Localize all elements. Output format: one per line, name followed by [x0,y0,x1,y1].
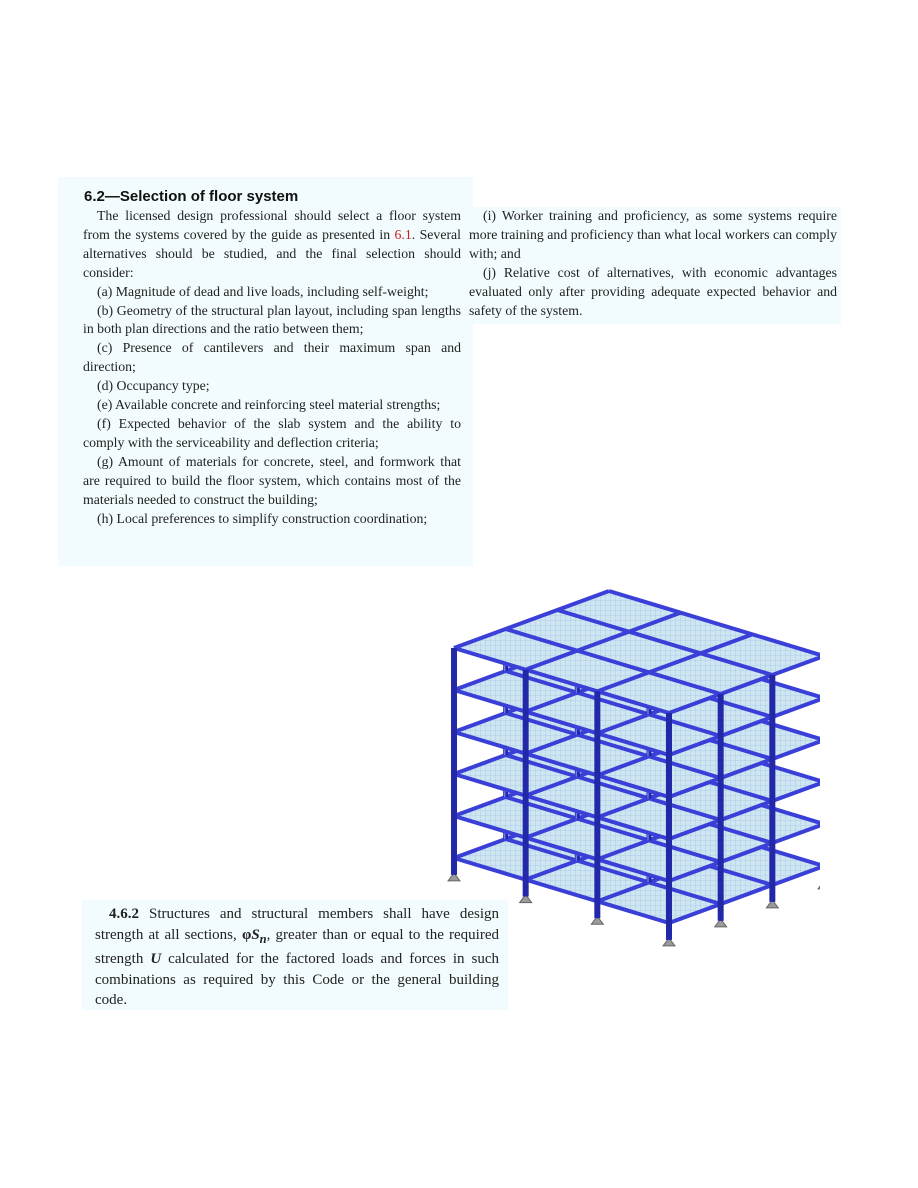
intro-paragraph [83,207,461,283]
clause-text: calculated for the factored loads and forces in such combinations as required by this Code or the general building code. [95,951,499,1009]
building-frame-model-illustration [440,585,820,1005]
criterion-item: (f) Expected behavior of the slab system and the ability to comply with the serviceability and deflection criteria; [83,415,461,450]
section-heading: 6.2—Selection of floor system [84,188,299,205]
criterion-item: (e) Available concrete and reinforcing steel material strengths; [97,397,441,413]
right-column [469,207,837,320]
clause-text: , greater than or equal to the required strength [95,926,500,968]
criterion-item: (h) Local preferences to simplify construction coordination; [97,510,428,526]
code-clause [95,904,499,1011]
u-symbol: U [150,951,162,968]
support-icon [818,881,820,889]
criterion-item: (j) Relative cost of alternatives, with economic advantages evaluated only after providing adequate expected behavior and safety of the system. [469,264,837,318]
criterion-item: (c) Presence of cantilevers and their maximum span and direction; [83,340,461,375]
criterion-item: (d) Occupancy type; [97,378,210,394]
section-reference-link[interactable]: 6.1 [394,226,412,242]
criterion-item: (i) Worker training and proficiency, as some systems require more training and proficiency than what local workers can comply with; and [469,208,837,261]
criterion-item: (g) Amount of materials for concrete, steel, and formwork that are required to build the floor system, which contains most of the materials needed to construct the building; [83,453,461,507]
criterion-item: (b) Geometry of the structural plan layout, including span lengths in both plan directions and the ratio between them; [83,302,461,337]
clause-number: 4.6.2 [109,906,139,922]
n-subscript: n [259,931,267,946]
intro-text-end: . Several alternatives should be studied, and the final selection should consider: [83,226,461,280]
s-symbol: S [251,926,260,943]
criterion-item: (a) Magnitude of dead and live loads, including self-weight; [97,283,429,299]
intro-text: The licensed design professional should select a floor system from the systems covered by the guide as presented in [83,208,461,242]
clause-text: Structures and structural members shall have design strength at all sections, [95,906,499,943]
phi-symbol: φ [241,926,252,943]
left-column [83,207,461,528]
